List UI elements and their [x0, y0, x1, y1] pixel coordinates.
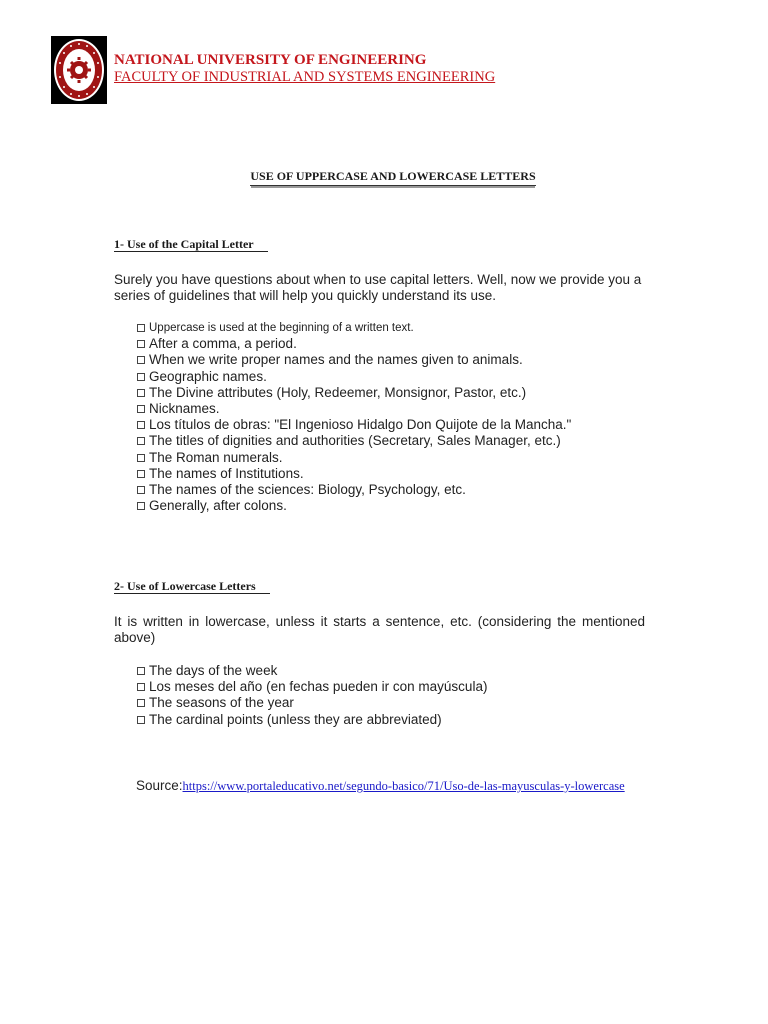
section2-intro: It is written in lowercase, unless it starts a sentence, etc. (considering the mentioned above) [114, 614, 645, 645]
checkbox-bullet-icon [137, 437, 145, 445]
capital-letter-rules-list [137, 320, 571, 514]
list-item [137, 450, 571, 466]
list-item-text: The titles of dignities and authorities (Secretary, Sales Manager, etc.) [149, 433, 561, 449]
checkbox-bullet-icon [137, 502, 145, 510]
checkbox-bullet-icon [137, 373, 145, 381]
list-item [137, 466, 571, 482]
document-title-text: USE OF UPPERCASE AND LOWERCASE LETTERS [250, 168, 535, 186]
checkbox-bullet-icon [137, 389, 145, 397]
checkbox-bullet-icon [137, 340, 145, 348]
list-item [137, 712, 487, 728]
list-item-text: Uppercase is used at the beginning of a written text. [149, 322, 414, 334]
list-item [137, 417, 571, 433]
list-item-text: Los meses del año (en fechas pueden ir con mayúscula) [149, 679, 488, 695]
list-item-text: Generally, after colons. [149, 498, 287, 514]
list-item-text: The Divine attributes (Holy, Redeemer, Monsignor, Pastor, etc.) [149, 384, 527, 400]
list-item [137, 352, 571, 368]
section2-heading-text: 2- Use of Lowercase Letters [114, 579, 270, 594]
section1-heading-text: 1- Use of the Capital Letter [114, 237, 268, 252]
faculty-name: FACULTY OF INDUSTRIAL AND SYSTEMS ENGINEERING [114, 69, 496, 85]
source-link[interactable]: https://www.portaleducativo.net/segundo-basico/71/Uso-de-las-mayusculas-y-lowercase [182, 779, 625, 793]
list-item-text: The Roman numerals. [149, 449, 283, 465]
section2-heading [114, 578, 270, 594]
list-item [137, 369, 571, 385]
list-item-text: When we write proper names and the names given to animals. [149, 352, 523, 368]
list-item [137, 385, 571, 401]
list-item-text: The cardinal points (unless they are abbreviated) [149, 711, 442, 727]
list-item-text: The seasons of the year [149, 695, 294, 711]
checkbox-bullet-icon [137, 324, 145, 332]
list-item-text: Nicknames. [149, 400, 220, 416]
list-item [137, 498, 571, 514]
checkbox-bullet-icon [137, 470, 145, 478]
list-item [137, 336, 571, 352]
list-item-text: The names of Institutions. [149, 465, 304, 481]
section1-intro: Surely you have questions about when to use capital letters. Well, now we provide you a series of guidelines that will help you quickly understand its use. [114, 272, 642, 303]
source-citation [136, 777, 656, 795]
checkbox-bullet-icon [137, 356, 145, 364]
checkbox-bullet-icon [137, 405, 145, 413]
list-item-text: Geographic names. [149, 368, 267, 384]
lowercase-rules-list [137, 663, 487, 728]
list-item-text: The days of the week [149, 663, 278, 678]
university-seal-logo [51, 36, 107, 104]
list-item-text: After a comma, a period. [149, 336, 297, 352]
checkbox-bullet-icon [137, 683, 145, 691]
list-item-text: Los títulos de obras: "El Ingenioso Hidalgo Don Quijote de la Mancha." [149, 417, 572, 433]
checkbox-bullet-icon [137, 421, 145, 429]
list-item [137, 695, 487, 711]
document-title [0, 168, 768, 186]
list-item [137, 433, 571, 449]
list-item-text: The names of the sciences: Biology, Psychology, etc. [149, 481, 466, 497]
checkbox-bullet-icon [137, 454, 145, 462]
university-name: NATIONAL UNIVERSITY OF ENGINEERING [114, 52, 427, 68]
list-item [137, 401, 571, 417]
source-label: Source: [136, 778, 183, 793]
section1-heading [114, 236, 268, 252]
list-item [137, 320, 571, 336]
checkbox-bullet-icon [137, 699, 145, 707]
checkbox-bullet-icon [137, 486, 145, 494]
list-item [137, 482, 571, 498]
checkbox-bullet-icon [137, 667, 145, 675]
list-item [137, 679, 487, 695]
checkbox-bullet-icon [137, 716, 145, 724]
list-item [137, 663, 487, 679]
